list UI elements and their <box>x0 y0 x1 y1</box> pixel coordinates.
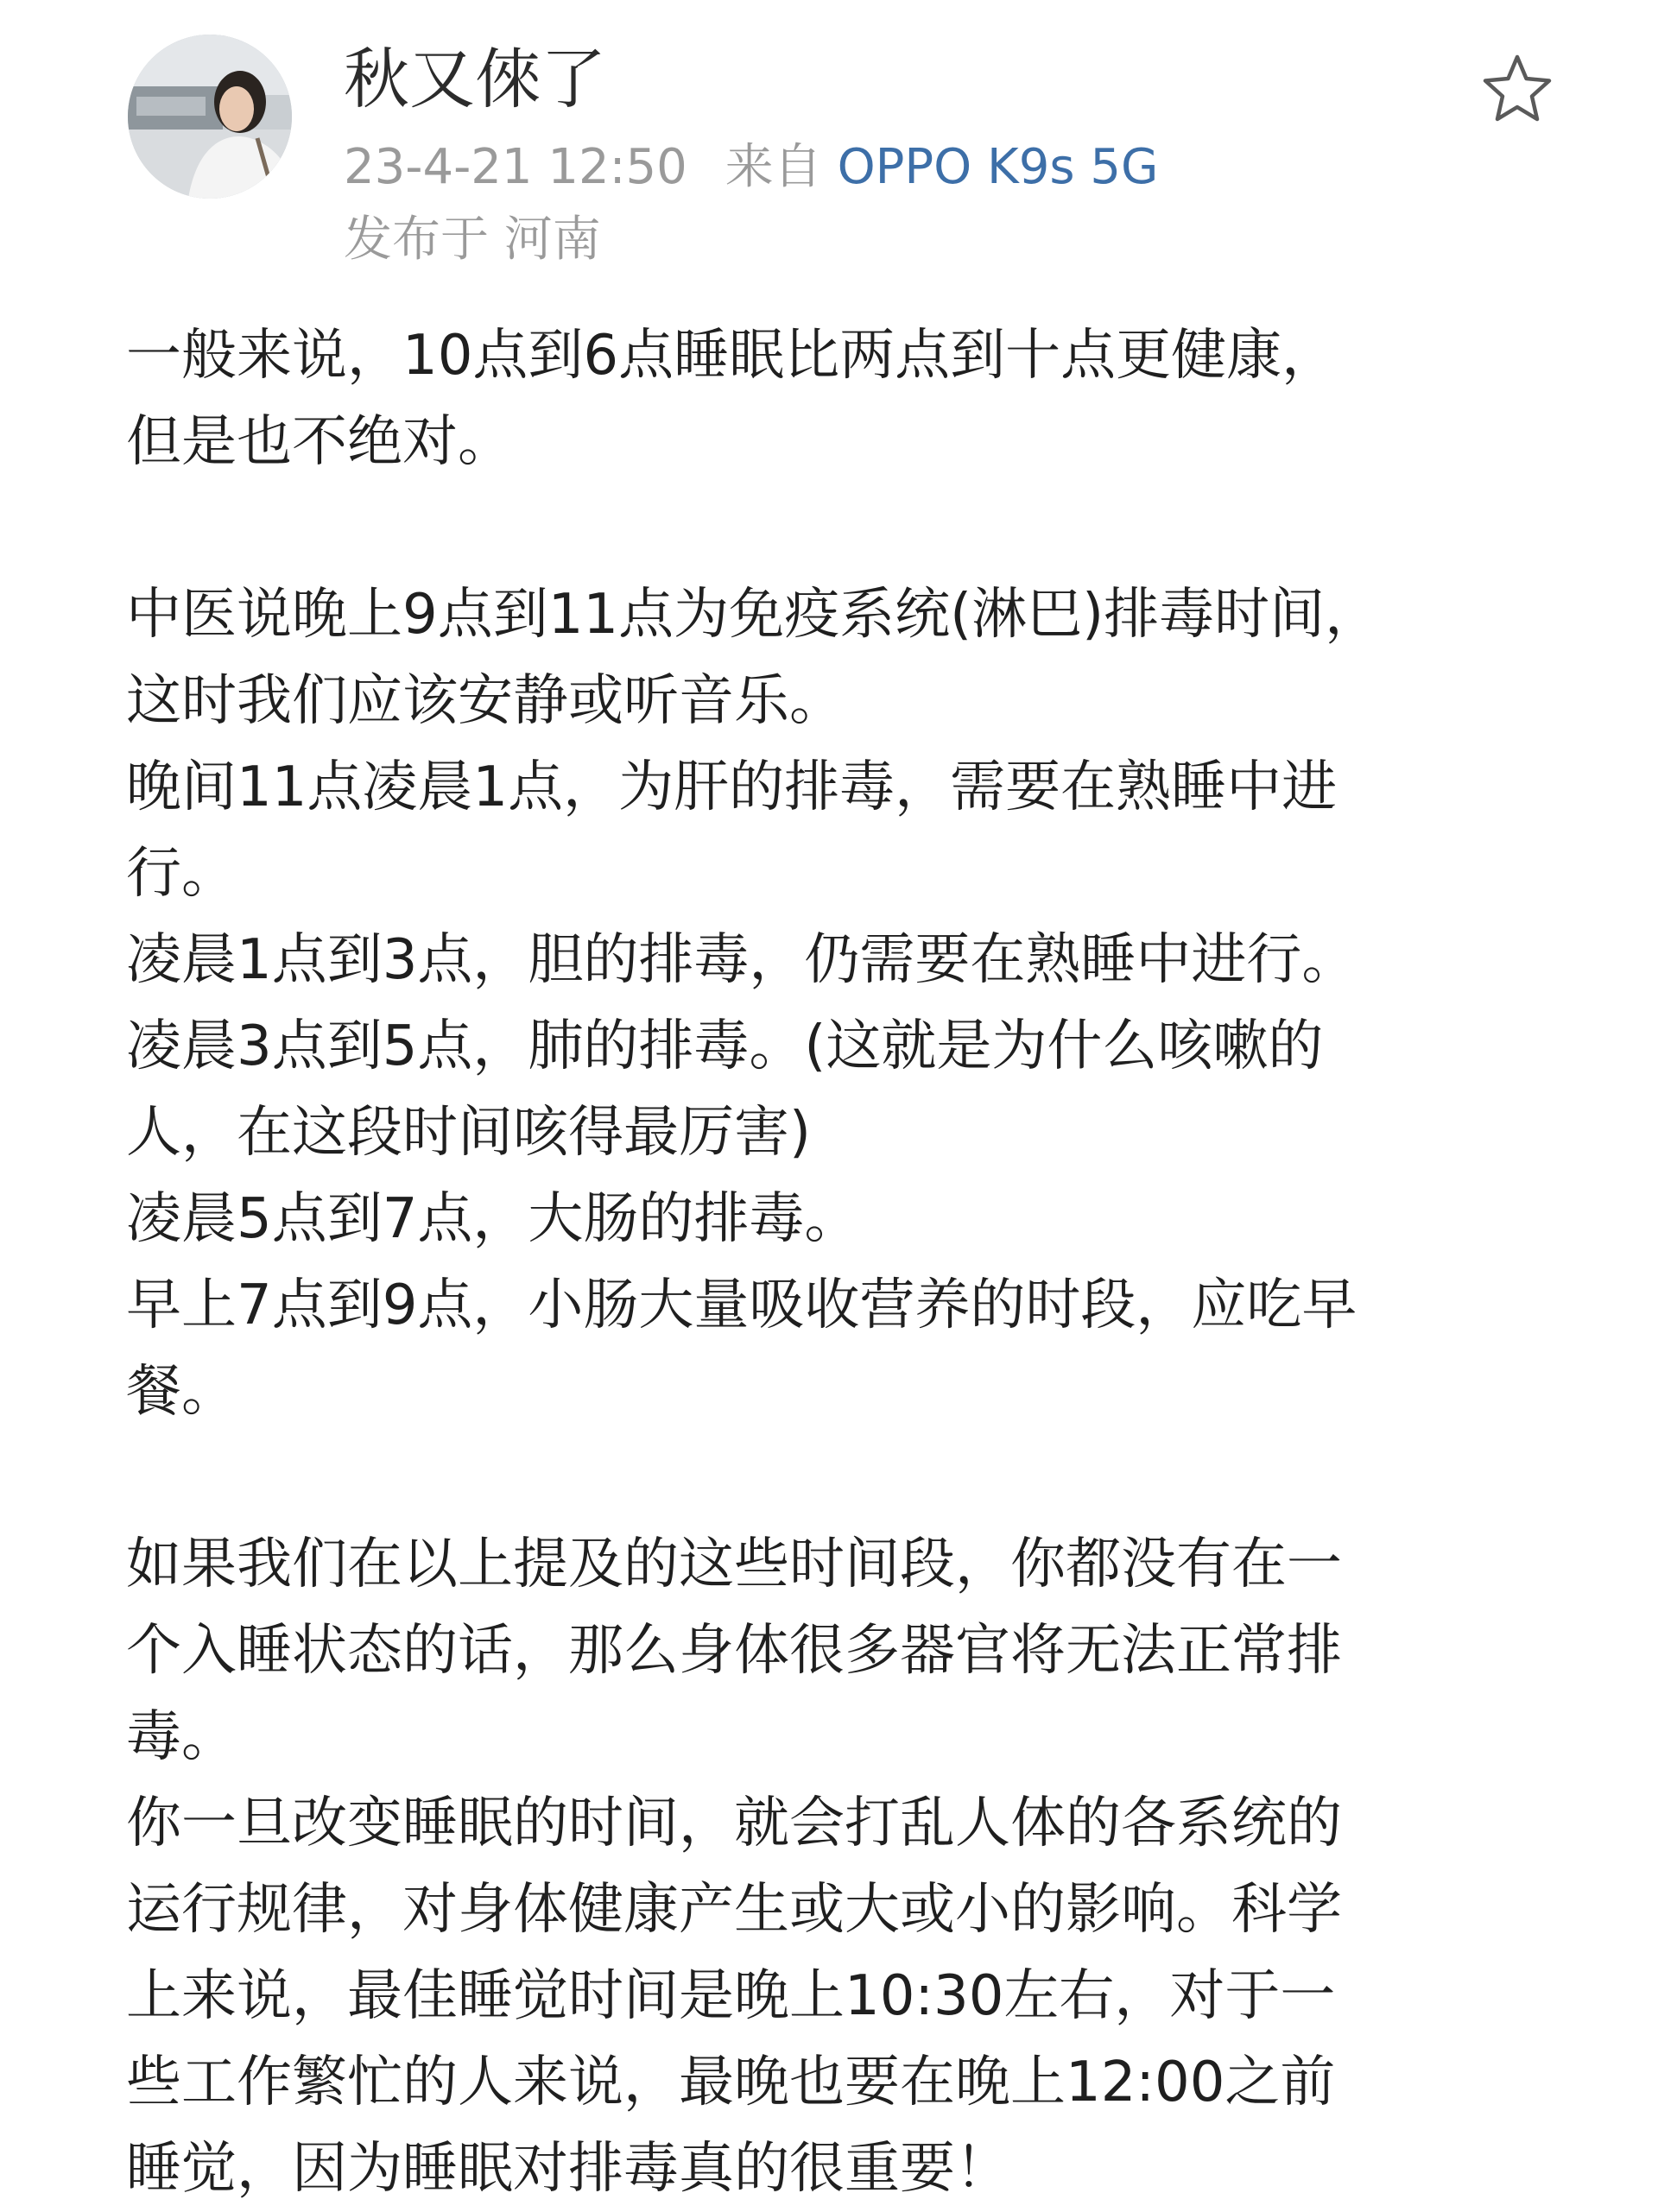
favorite-button[interactable] <box>1480 52 1554 126</box>
text-line: 凌晨1点到3点，胆的排毒，仍需要在熟睡中进行。 <box>126 928 1357 992</box>
user-avatar[interactable] <box>128 35 292 199</box>
text-line: 毒。 <box>126 1705 237 1769</box>
text-line: 一般来说，10点到6点睡眠比两点到十点更健康， <box>126 324 1338 388</box>
text-line: 行。 <box>126 842 237 906</box>
text-line: 餐。 <box>126 1360 237 1424</box>
text-line: 运行规律，对身体健康产生或大或小的影响。科学 <box>126 1878 1342 1942</box>
content-paragraph <box>126 1521 1560 2212</box>
content-paragraph <box>126 313 1560 485</box>
post-location: 发布于 河南 <box>344 212 601 268</box>
text-line: 凌晨5点到7点，大肠的排毒。 <box>126 1187 860 1251</box>
text-line: 晚间11点凌晨1点，为肝的排毒，需要在熟睡中进 <box>126 755 1338 819</box>
text-line: 但是也不绝对。 <box>126 410 513 474</box>
star-outline-icon <box>1480 52 1554 126</box>
source-prefix: 来自 <box>725 139 822 195</box>
avatar-photo-icon <box>128 35 292 199</box>
device-link[interactable]: OPPO K9s 5G <box>837 139 1159 195</box>
post-meta <box>344 136 1158 199</box>
text-line: 上来说，最佳睡觉时间是晚上10:30左右，对于一 <box>126 1964 1336 2028</box>
post-header <box>0 0 1658 285</box>
text-line: 中医说晚上9点到11点为免疫系统(淋巴)排毒时间， <box>126 583 1381 647</box>
text-line: 些工作繁忙的人来说，最晚也要在晚上12:00之前 <box>126 2051 1336 2114</box>
post-timestamp: 23-4-21 12:50 <box>344 139 687 195</box>
text-line: 凌晨3点到5点，肺的排毒。(这就是为什么咳嗽的 <box>126 1014 1324 1078</box>
text-line: 这时我们应该安静或听音乐。 <box>126 669 845 733</box>
text-line: 睡觉，因为睡眠对排毒真的很重要！ <box>126 2137 1010 2201</box>
content-paragraph <box>126 572 1560 1435</box>
post-content <box>126 313 1560 2212</box>
text-line: 早上7点到9点，小肠大量吸收营养的时段，应吃早 <box>126 1273 1357 1337</box>
text-line: 人，在这段时间咳得最厉害) <box>126 1101 811 1165</box>
text-line: 你一旦改变睡眠的时间，就会打乱人体的各系统的 <box>126 1792 1342 1855</box>
username[interactable]: 秋又倈了 <box>344 41 606 117</box>
text-line: 个入睡状态的话，那么身体很多器官将无法正常排 <box>126 1619 1342 1683</box>
text-line: 如果我们在以上提及的这些时间段，你都没有在一 <box>126 1533 1342 1596</box>
